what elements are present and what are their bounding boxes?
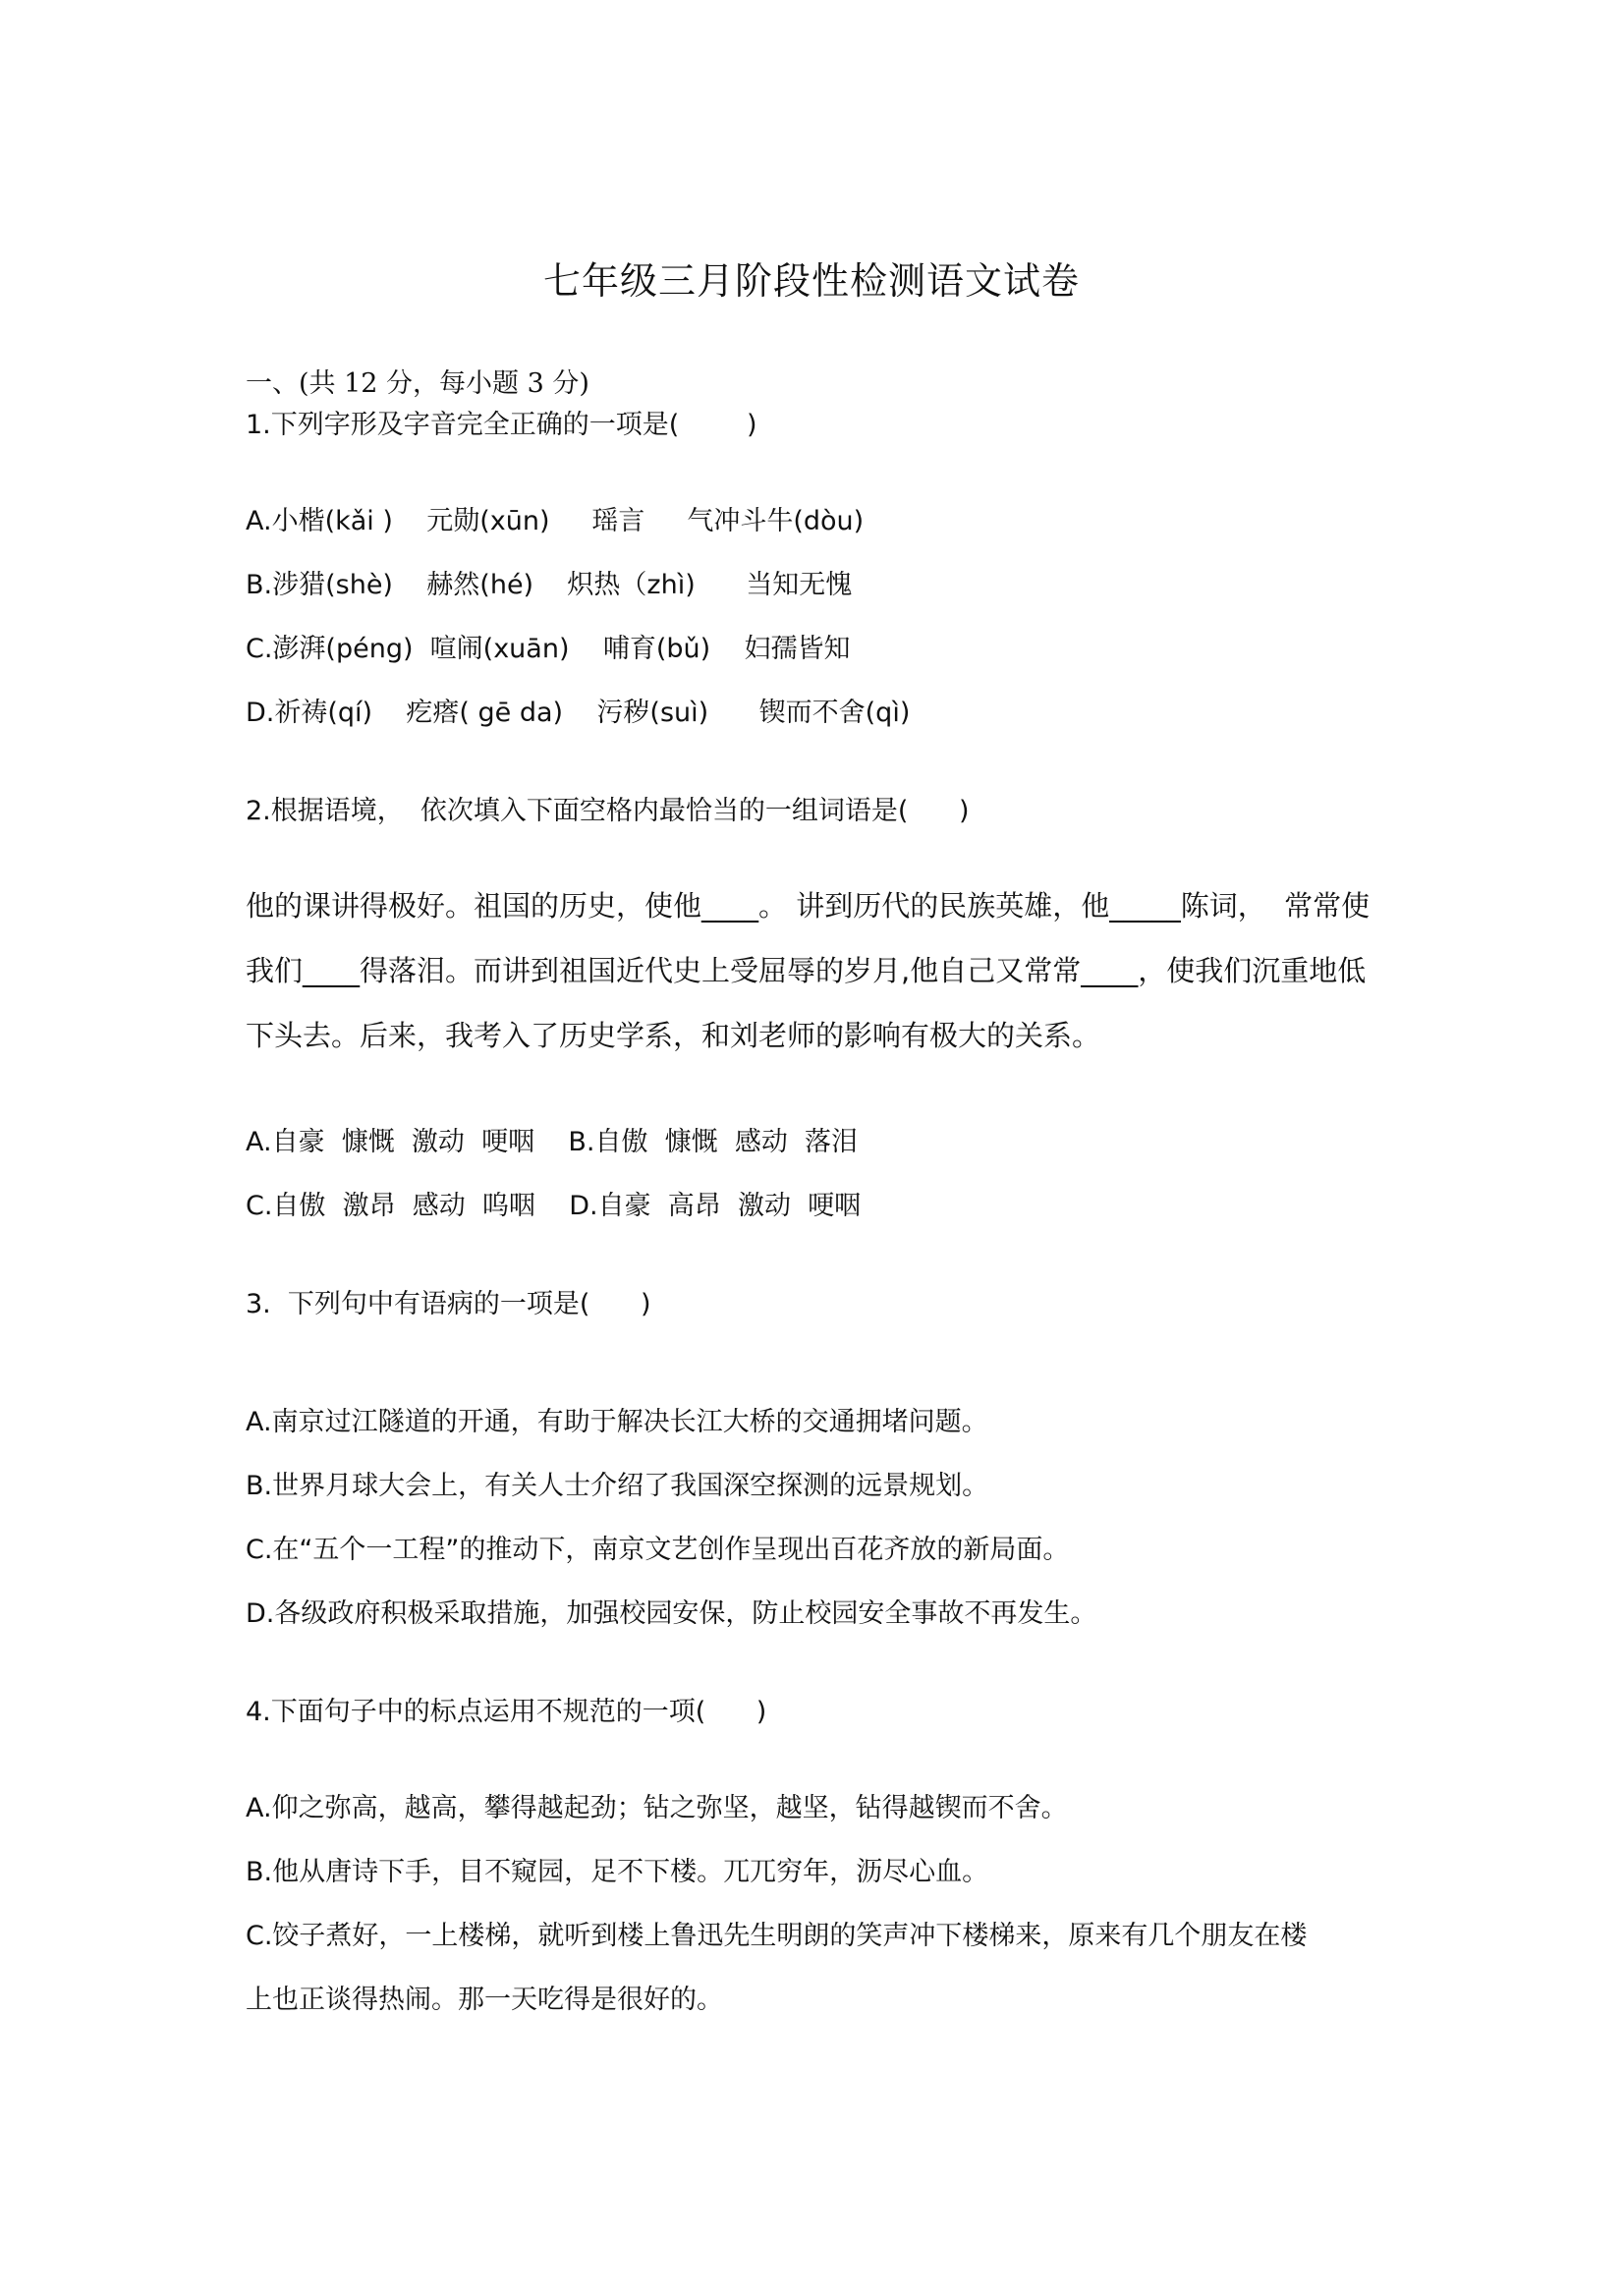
question-2-passage-line-1: 他的课讲得极好。祖国的历史，使他____。 讲到历代的民族英雄，他_____陈词， 常常使 bbox=[246, 889, 1371, 923]
question-4-option-c-line-2: 上也正谈得热闹。那一天吃得是很好的。 bbox=[246, 1985, 723, 2015]
question-3-option-d: D.各级政府积极采取措施，加强校园安保，防止校园安全事故不再发生。 bbox=[246, 1598, 1097, 1629]
question-2-passage-line-2: 我们____得落泪。而讲到祖国近代史上受屈辱的岁月,他自己又常常____，使我们沉重地低 bbox=[246, 954, 1367, 987]
question-4-stem: 4.下面句子中的标点运用不规范的一项( ) bbox=[246, 1697, 767, 1727]
question-3-option-a: A.南京过江隧道的开通，有助于解决长江大桥的交通拥堵问题。 bbox=[246, 1407, 988, 1437]
question-3-stem: 3. 下列句中有语病的一项是( ) bbox=[246, 1289, 651, 1319]
question-1-option-c: C.澎湃(péng) 喧闹(xuān) 哺育(bǔ) 妇孺皆知 bbox=[246, 634, 851, 664]
question-1-option-b: B.涉猎(shè) 赫然(hé) 炽热（zhì) 当知无愧 bbox=[246, 570, 853, 600]
question-2-stem: 2.根据语境， 依次填入下面空格内最恰当的一组词语是( ) bbox=[246, 796, 970, 826]
question-3-option-c: C.在“五个一工程”的推动下，南京文艺创作呈现出百花齐放的新局面。 bbox=[246, 1535, 1070, 1565]
question-1-option-d: D.祈祷(qí) 疙瘩( gē da) 污秽(suì) 锲而不舍(qì) bbox=[246, 698, 911, 728]
question-2-options-row-2: C.自傲 激昂 感动 呜咽 D.自豪 高昂 激动 哽咽 bbox=[246, 1191, 862, 1221]
question-2-passage-line-3: 下头去。后来，我考入了历史学系，和刘老师的影响有极大的关系。 bbox=[246, 1019, 1101, 1052]
question-4-option-a: A.仰之弥高，越高，攀得越起劲；钻之弥坚，越坚，钻得越锲而不舍。 bbox=[246, 1793, 1068, 1823]
question-3-option-b: B.世界月球大会上，有关人士介绍了我国深空探测的远景规划。 bbox=[246, 1471, 989, 1501]
question-1-option-a: A.小楷(kǎi ) 元勋(xūn) 瑶言 气冲斗牛(dòu) bbox=[246, 506, 865, 536]
question-4-option-c-line-1: C.饺子煮好，一上楼梯，就听到楼上鲁迅先生明朗的笑声冲下楼梯来，原来有几个朋友在楼 bbox=[246, 1921, 1308, 1951]
question-4-option-b: B.他从唐诗下手，目不窥园，足不下楼。兀兀穷年，沥尽心血。 bbox=[246, 1857, 989, 1887]
page-title: 七年级三月阶段性检测语文试卷 bbox=[542, 259, 1080, 303]
question-1-stem: 1.下列字形及字音完全正确的一项是( ) bbox=[246, 410, 757, 440]
section-heading: 一、(共 12 分，每小题 3 分) bbox=[246, 368, 589, 399]
question-2-options-row-1: A.自豪 慷慨 激动 哽咽 B.自傲 慷慨 感动 落泪 bbox=[246, 1127, 859, 1157]
